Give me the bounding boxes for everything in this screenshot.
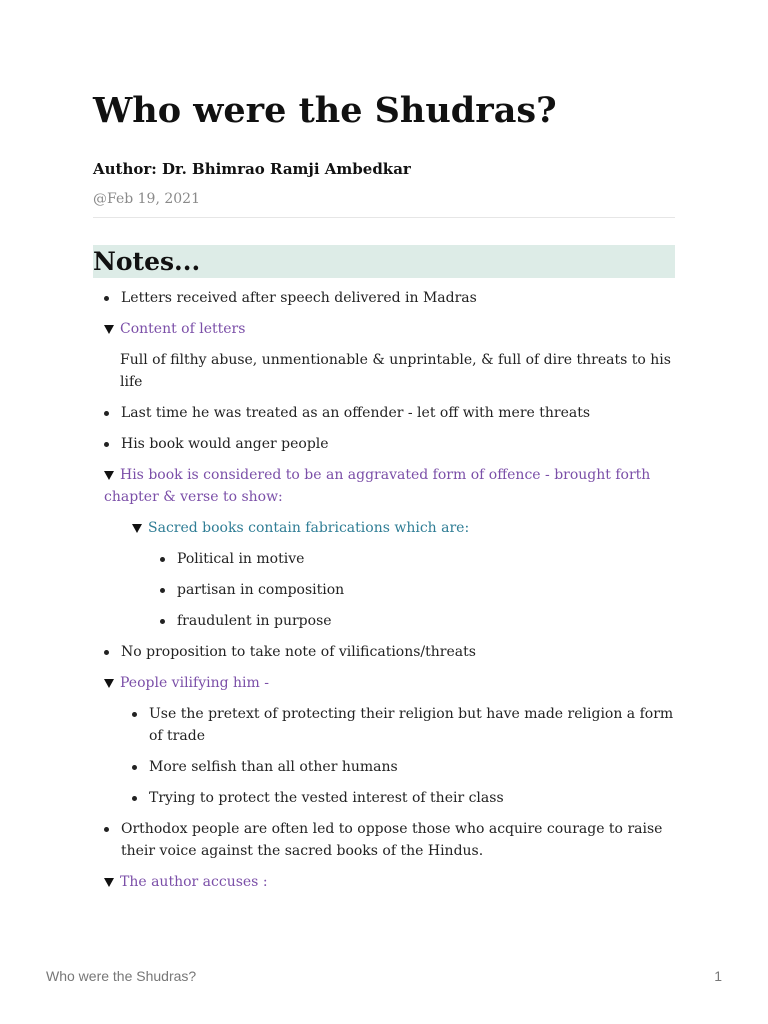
- toggle-expanded-icon[interactable]: [132, 524, 142, 533]
- list-item: [93, 402, 675, 424]
- list-item: [93, 818, 675, 862]
- bullet-icon: [160, 619, 165, 624]
- list-item: [93, 703, 675, 747]
- list-item: [93, 433, 675, 455]
- date-mention[interactable]: @Feb 19, 2021: [93, 191, 200, 207]
- toggle-label[interactable]: People vilifying him -: [120, 675, 269, 691]
- author-line: Author: Dr. Bhimrao Ramji Ambedkar: [93, 160, 411, 178]
- toggle-expanded-icon[interactable]: [104, 679, 114, 688]
- toggle-label[interactable]: Content of letters: [120, 321, 246, 337]
- list-item-text: Last time he was treated as an offender - let off with mere threats: [121, 405, 591, 421]
- bullet-icon: [104, 827, 109, 832]
- bullet-icon: [104, 296, 109, 301]
- list-item-text: partisan in composition: [177, 582, 345, 598]
- toggle-people-vilifying[interactable]: [93, 672, 675, 694]
- list-item-text: Orthodox people are often led to oppose those who acquire courage to raise their voice against the sacred books of the Hindus.: [121, 821, 663, 859]
- list-item: [93, 756, 675, 778]
- toggle-expanded-icon[interactable]: [104, 471, 114, 480]
- list-item: [93, 610, 675, 632]
- list-item-text: More selfish than all other humans: [149, 759, 398, 775]
- list-item-text: fraudulent in purpose: [177, 613, 332, 629]
- footer-page-number: 1: [714, 968, 722, 984]
- bullet-icon: [104, 442, 109, 447]
- list-item-text: No proposition to take note of vilifications/threats: [121, 644, 476, 660]
- list-item: [93, 548, 675, 570]
- list-item-text: His book would anger people: [121, 436, 329, 452]
- list-item: [93, 641, 675, 663]
- bullet-icon: [160, 588, 165, 593]
- bullet-icon: [132, 712, 137, 717]
- bullet-icon: [132, 765, 137, 770]
- toggle-body-content: Full of filthy abuse, unmentionable & unprintable, & full of dire threats to his life: [120, 352, 671, 390]
- toggle-content-of-letters[interactable]: [93, 318, 675, 340]
- toggle-label[interactable]: Sacred books contain fabrications which are:: [148, 520, 470, 536]
- toggle-aggravated-offence[interactable]: [93, 464, 675, 508]
- list-item: [93, 287, 675, 309]
- bullet-icon: [132, 796, 137, 801]
- toggle-body-text: [93, 349, 675, 393]
- divider: [93, 217, 675, 218]
- toggle-sacred-books[interactable]: [93, 517, 675, 539]
- bullet-icon: [104, 411, 109, 416]
- list-item-text: Letters received after speech delivered in Madras: [121, 290, 477, 306]
- list-item-text: Use the pretext of protecting their religion but have made religion a form of trade: [149, 706, 674, 744]
- bullet-icon: [160, 557, 165, 562]
- list-item-text: Trying to protect the vested interest of their class: [149, 790, 504, 806]
- list-item: [93, 787, 675, 809]
- toggle-label[interactable]: The author accuses :: [120, 874, 268, 890]
- toggle-author-accuses[interactable]: [93, 871, 675, 893]
- toggle-expanded-icon[interactable]: [104, 878, 114, 887]
- list-item: [93, 579, 675, 601]
- list-item-text: Political in motive: [177, 551, 305, 567]
- bullet-icon: [104, 650, 109, 655]
- toggle-expanded-icon[interactable]: [104, 325, 114, 334]
- page-title: Who were the Shudras?: [93, 90, 557, 131]
- notes-heading: Notes...: [93, 245, 675, 278]
- notes-content: [93, 287, 675, 902]
- toggle-label[interactable]: His book is considered to be an aggravated form of offence - brought forth chapter & verse to show:: [104, 467, 651, 505]
- footer-title: Who were the Shudras?: [46, 968, 197, 984]
